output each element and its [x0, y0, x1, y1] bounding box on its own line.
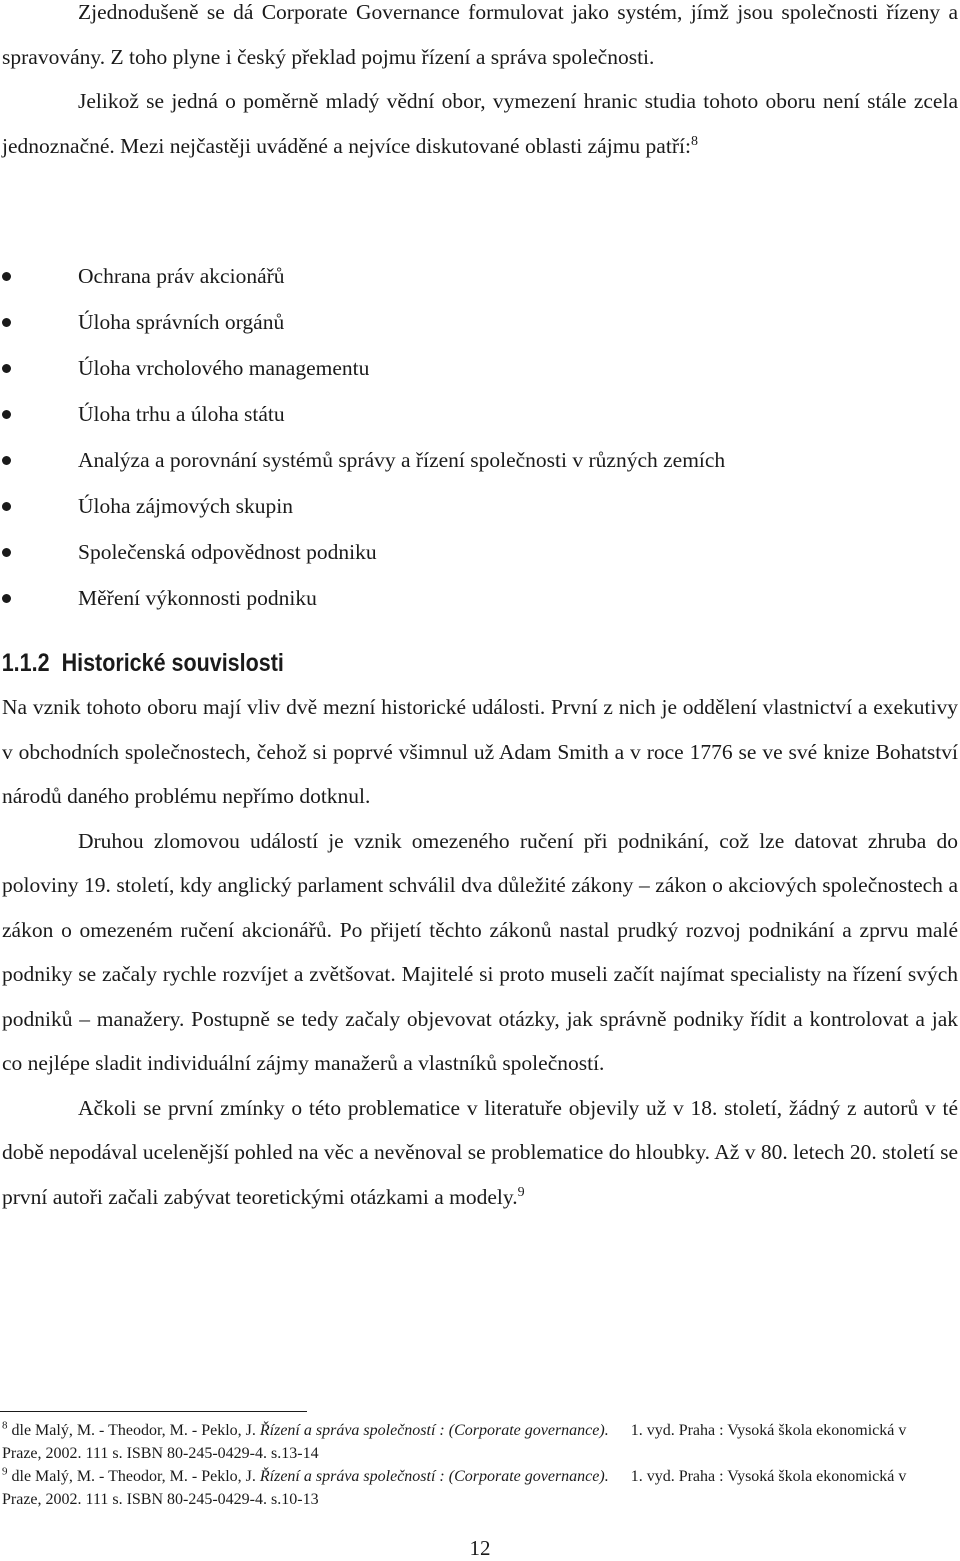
- footnote-authors: dle Malý, M. - Theodor, M. - Peklo, J.: [11, 1468, 256, 1485]
- list-item: Ochrana práv akcionářů: [0, 253, 960, 299]
- paragraph: [0, 79, 960, 168]
- section-heading: [0, 649, 284, 678]
- footnote: [0, 1466, 940, 1511]
- list-item: Úloha trhu a úloha státu: [0, 391, 960, 437]
- list-item: Úloha správních orgánů: [0, 299, 960, 345]
- footnote-reference: 9: [517, 1184, 525, 1200]
- paragraph-text: Jelikož se jedná o poměrně mladý vědní obor, vymezení hranic studia tohoto oboru není stále zcela jednoznačné. Mezi nejčastěji uváděné a nejvíce diskutované oblasti zájmu patří:: [2, 89, 958, 158]
- paragraph: [0, 0, 960, 79]
- paragraph-text: Druhou zlomovou událostí je vznik omezeného ručení při podnikání, což lze datovat zhruba do poloviny 19. století, kdy anglický parlament schválil dva důležité zákony – zákon o akciových společnostech a zákon o omezeném ručení akcionářů. Po přijetí těchto zákonů nastal prudký rozvoj podnikání a zprvu malé podniky se začaly rychle rozvíjet a zvětšovat. Majitelé si proto museli začít najímat specialisty na řízení svých podniků – manažery. Postupně se tedy začaly objevovat otázky, jak správně podniky řídit a kontrolovat a jak co nejlépe sladit individuální zájmy manažerů a vlastníků společností.: [2, 828, 958, 1075]
- section-number: 1.1.2: [1, 649, 50, 677]
- footnote-separator: [0, 1411, 307, 1412]
- bullet-icon: [2, 364, 11, 373]
- bullet-icon: [2, 456, 11, 465]
- paragraph-text: Na vznik tohoto oboru mají vliv dvě mezní historické události. První z nich je oddělení vlastnictví a exekutivy v obchodních společnostech, čehož si poprvé všimnul už Adam Smith a v roce 1776 se ve své knize Bohatství národů daného problému nepřímo dotknul.: [2, 695, 958, 808]
- footnote-reference: 8: [690, 133, 698, 149]
- list-item: Úloha vrcholového managementu: [0, 345, 960, 391]
- list-item: Analýza a porovnání systémů správy a řízení společnosti v různých zemích: [0, 437, 960, 483]
- footnote-authors: dle Malý, M. - Theodor, M. - Peklo, J.: [11, 1422, 256, 1439]
- bullet-icon: [2, 410, 11, 419]
- topic-list: [0, 253, 960, 621]
- footnotes: [0, 1420, 940, 1511]
- section-title: Historické souvislosti: [61, 649, 284, 677]
- page-number: 12: [469, 1536, 491, 1560]
- footnote-number: 9: [2, 1465, 8, 1478]
- list-item: Úloha zájmových skupin: [0, 483, 960, 529]
- footnote-publisher: 1. vyd. Praha : Vysoká škola ekonomická v Praze, 2002. 111 s. ISBN 80-245-0429-4. s.13-14: [2, 1422, 907, 1462]
- history-section: [0, 685, 960, 1219]
- bullet-icon: [2, 548, 11, 557]
- list-item: Společenská odpovědnost podniku: [0, 529, 960, 575]
- paragraph: [0, 1086, 960, 1220]
- paragraph-text: Zjednodušeně se dá Corporate Governance formulovat jako systém, jímž jsou společnosti řízeny a spravovány. Z toho plyne i český překlad pojmu řízení a správa společnosti.: [2, 0, 958, 69]
- bullet-icon: [2, 502, 11, 511]
- footnote-number: 8: [2, 1419, 8, 1432]
- paragraph: [0, 685, 960, 819]
- intro-section: [0, 0, 960, 168]
- bullet-icon: [2, 318, 11, 327]
- paragraph: [0, 819, 960, 1086]
- list-item: Měření výkonnosti podniku: [0, 575, 960, 621]
- bullet-icon: [2, 272, 11, 281]
- footnote-title: Řízení a správa společností : (Corporate governance).: [259, 1468, 609, 1485]
- footnote: [0, 1420, 940, 1465]
- bullet-icon: [2, 594, 11, 603]
- footnote-publisher: 1. vyd. Praha : Vysoká škola ekonomická v Praze, 2002. 111 s. ISBN 80-245-0429-4. s.10-13: [2, 1468, 907, 1508]
- paragraph-text: Ačkoli se první zmínky o této problematice v literatuře objevily už v 18. století, žádný z autorů v té době nepodával ucelenější pohled na věc a nevěnoval se problematice do hloubky. Až v 80. letech 20. století se první autoři začali zabývat teoretickými otázkami a modely.: [2, 1095, 958, 1209]
- footnote-title: Řízení a správa společností : (Corporate governance).: [259, 1422, 609, 1439]
